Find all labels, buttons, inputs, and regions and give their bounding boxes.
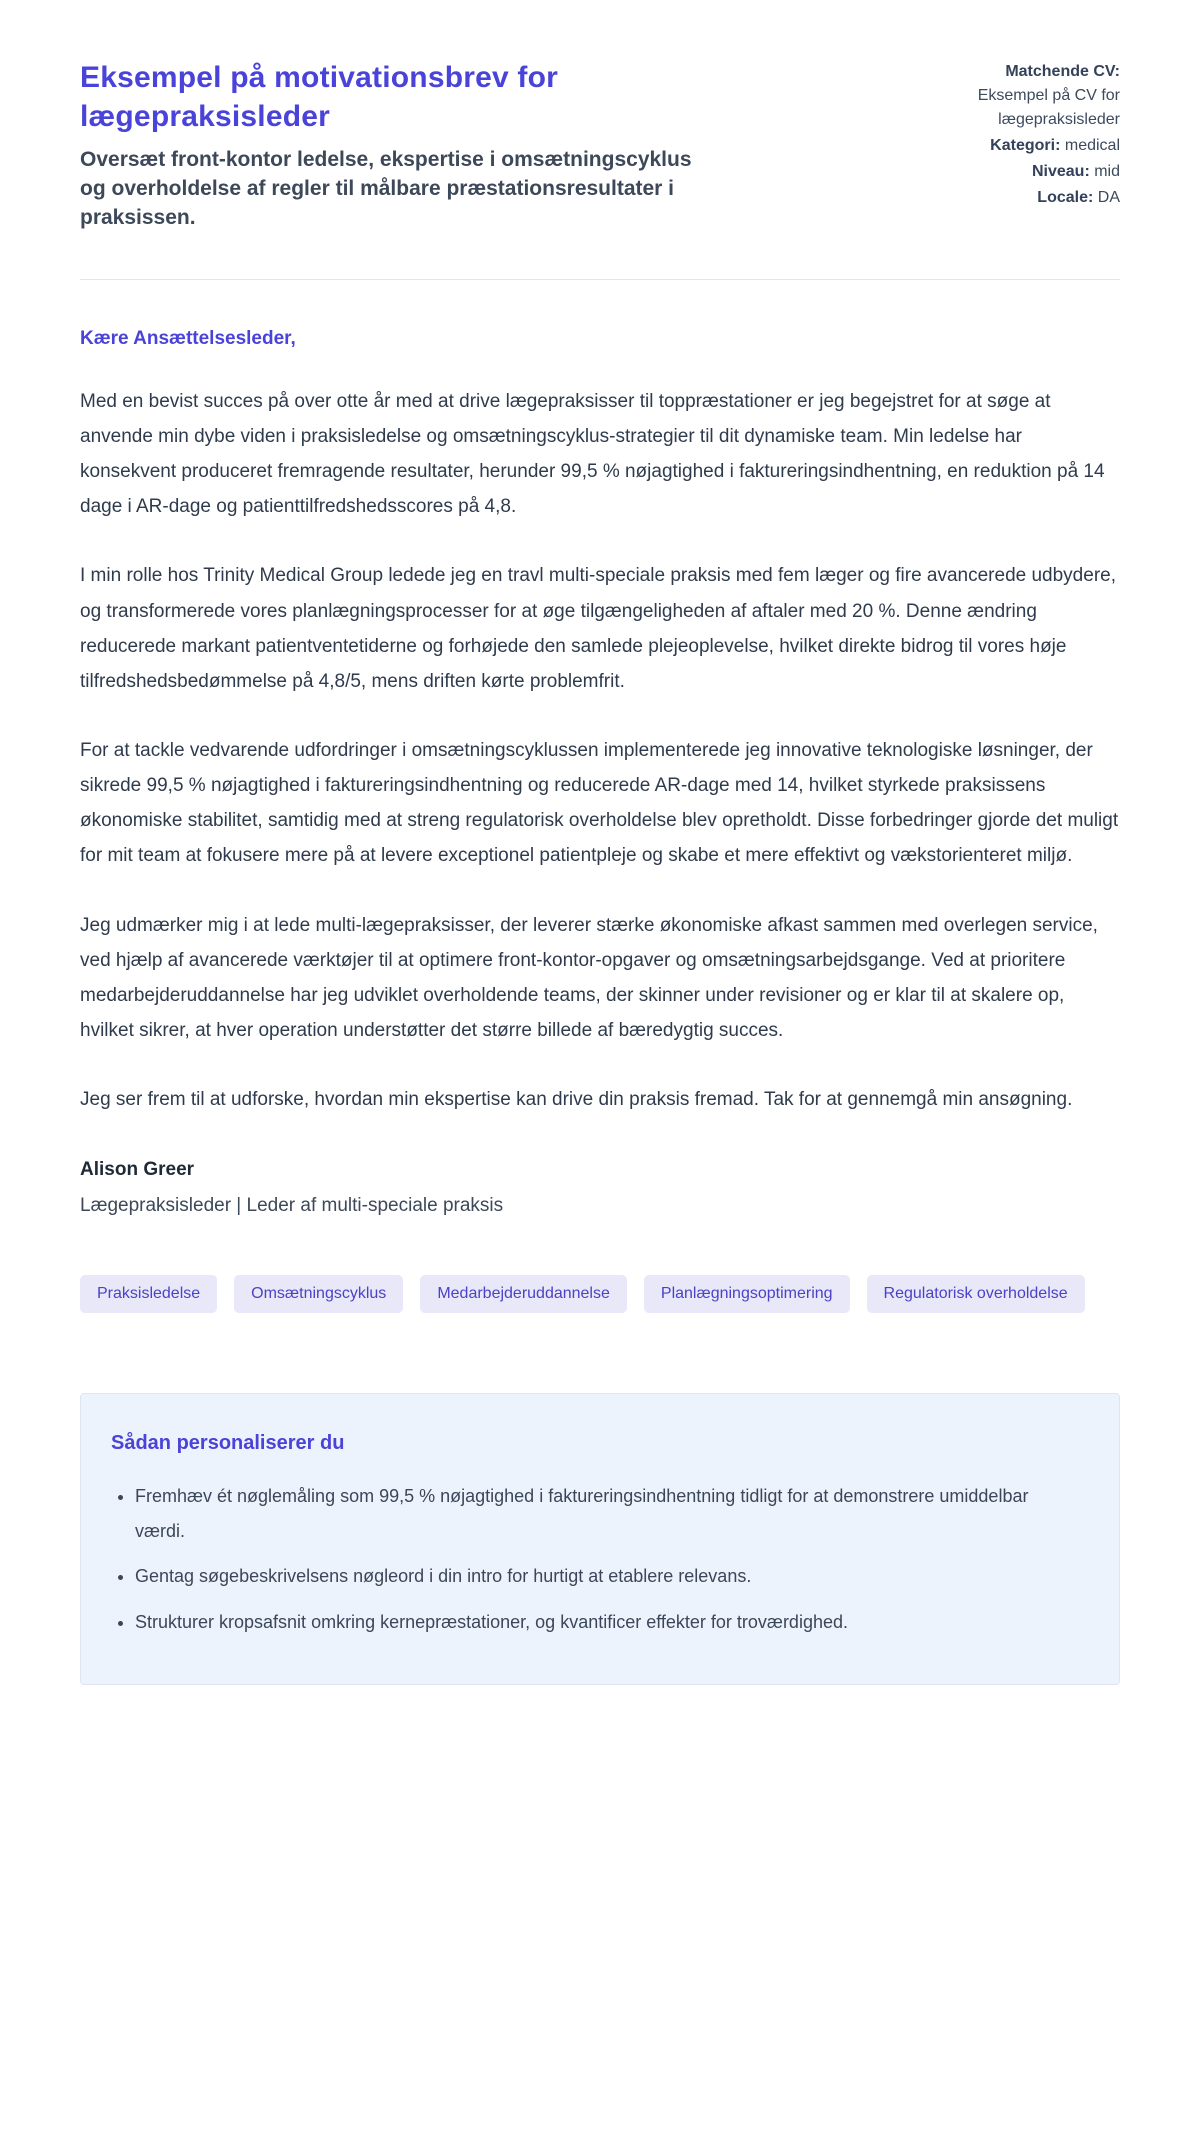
tip-item: • Strukturer kropsafsnit omkring kernepræstationer, og kvantificer effekter for troværdighed. — [135, 1605, 1035, 1640]
tag-medarbejderuddannelse: Medarbejderuddannelse — [420, 1275, 627, 1313]
letter-paragraph: Jeg udmærker mig i at lede multi-lægepraksisser, der leverer stærke økonomiske afkast sammen med overlegen service, ved hjælp af avancerede værktøjer til at optimere front-kontor-opgaver og omsætningsarbejdsgange. Ved at prioritere medarbejderuddannelse har jeg udviklet overholdende teams, der skinner under revisioner og er klar til at skalere op, hvilket sikrer, at hver operation understøtter det større billede af bæredygtig succes. — [80, 914, 1098, 1042]
page-title: Eksempel på motivationsbrev for lægepraksisleder — [80, 61, 559, 133]
signature-name: Alison Greer — [80, 1159, 195, 1181]
meta-panel — [930, 58, 1120, 233]
meta-category-label: Kategori: — [990, 137, 1061, 154]
meta-matching-cv-label: Matchende CV: — [1005, 63, 1120, 80]
header-divider — [80, 279, 1120, 280]
meta-category — [930, 134, 1120, 158]
meta-level-label: Niveau: — [1031, 163, 1090, 180]
meta-matching-cv — [930, 60, 1120, 132]
tip-item: • Gentag søgebeskrivelsens nøgleord i din intro for hurtigt at etablere relevans. — [135, 1559, 1035, 1594]
letter-salutation: Kære Ansættelsesleder, — [80, 327, 296, 349]
tag-omsaetningscyklus: Omsætningscyklus — [234, 1275, 403, 1313]
signature-title: Lægepraksisleder | Leder af multi-speciale praksis — [80, 1195, 504, 1217]
meta-matching-cv-value: Eksempel på CV for lægepraksisleder — [977, 87, 1120, 128]
tips-list — [111, 1479, 1089, 1639]
meta-locale-label: Locale: — [1037, 189, 1094, 206]
tip-item: • Fremhæv ét nøglemåling som 99,5 % nøjagtighed i faktureringsindhentning tidligt for at demonstrere umiddelbar værdi. — [135, 1479, 1035, 1549]
meta-level — [930, 160, 1120, 184]
letter-body — [80, 384, 1120, 1117]
personalization-tips-box — [80, 1393, 1120, 1684]
tag-list — [80, 1275, 1120, 1313]
tag-praksisledelse: Praksisledelse — [80, 1275, 217, 1313]
tag-regulatorisk-overholdelse: Regulatorisk overholdelse — [867, 1275, 1085, 1313]
letter-paragraph: I min rolle hos Trinity Medical Group ledede jeg en travl multi-speciale praksis med fem læger og fire avancerede udbydere, og transformerede vores planlægningsprocesser for at øge tilgængeligheden af aftaler med 20 %. Denne ændring reducerede markant patientventetiderne og forhøjede den samlede plejeoplevelse, hvilket direkte bidrog til vores høje tilfredshedsbedømmelse på 4,8/5, mens driften kørte problemfrit. — [80, 565, 1116, 692]
letter-paragraph: Med en bevist succes på over otte år med at drive lægepraksisser til toppræstationer er jeg begejstret for at søge at anvende min dybe viden i praksisledelse og omsætningscyklus-strategier til dit dynamiske team. Min ledelse har konsekvent produceret fremragende resultater, herunder 99,5 % nøjagtighed i faktureringsindhentning, en reduktion på 14 dage i AR-dage og patienttilfredshedsscores på 4,8. — [80, 390, 1105, 518]
meta-category-value: medical — [1064, 137, 1120, 154]
tips-heading: Sådan personaliserer du — [111, 1432, 345, 1455]
header — [80, 58, 1120, 233]
page-subtitle: Oversæt front-kontor ledelse, ekspertise i omsætningscyklus og overholdelse af regler til målbare præstationsresultater i praksissen. — [80, 148, 692, 229]
meta-locale-value: DA — [1097, 189, 1120, 206]
meta-locale — [930, 186, 1120, 210]
letter-paragraph: Jeg ser frem til at udforske, hvordan min ekspertise kan drive din praksis fremad. Tak for at gennemgå min ansøgning. — [80, 1089, 1073, 1111]
meta-level-value: mid — [1094, 163, 1120, 180]
header-title-block — [80, 58, 720, 233]
letter-paragraph: For at tackle vedvarende udfordringer i omsætningscyklussen implementerede jeg innovative teknologiske løsninger, der sikrede 99,5 % nøjagtighed i faktureringsindhentning og reducerede AR-dage med 14, hvilket styrkede praksissens økonomiske stabilitet, samtidig med at streng regulatorisk overholdelse blev opretholdt. Disse forbedringer gjorde det muligt for mit team at fokusere mere på at levere exceptionel patientpleje og skabe et mere effektivt og vækstorienteret miljø. — [80, 740, 1119, 867]
tag-planlaegningsoptimering: Planlægningsoptimering — [644, 1275, 850, 1313]
signature-block — [80, 1159, 1120, 1217]
